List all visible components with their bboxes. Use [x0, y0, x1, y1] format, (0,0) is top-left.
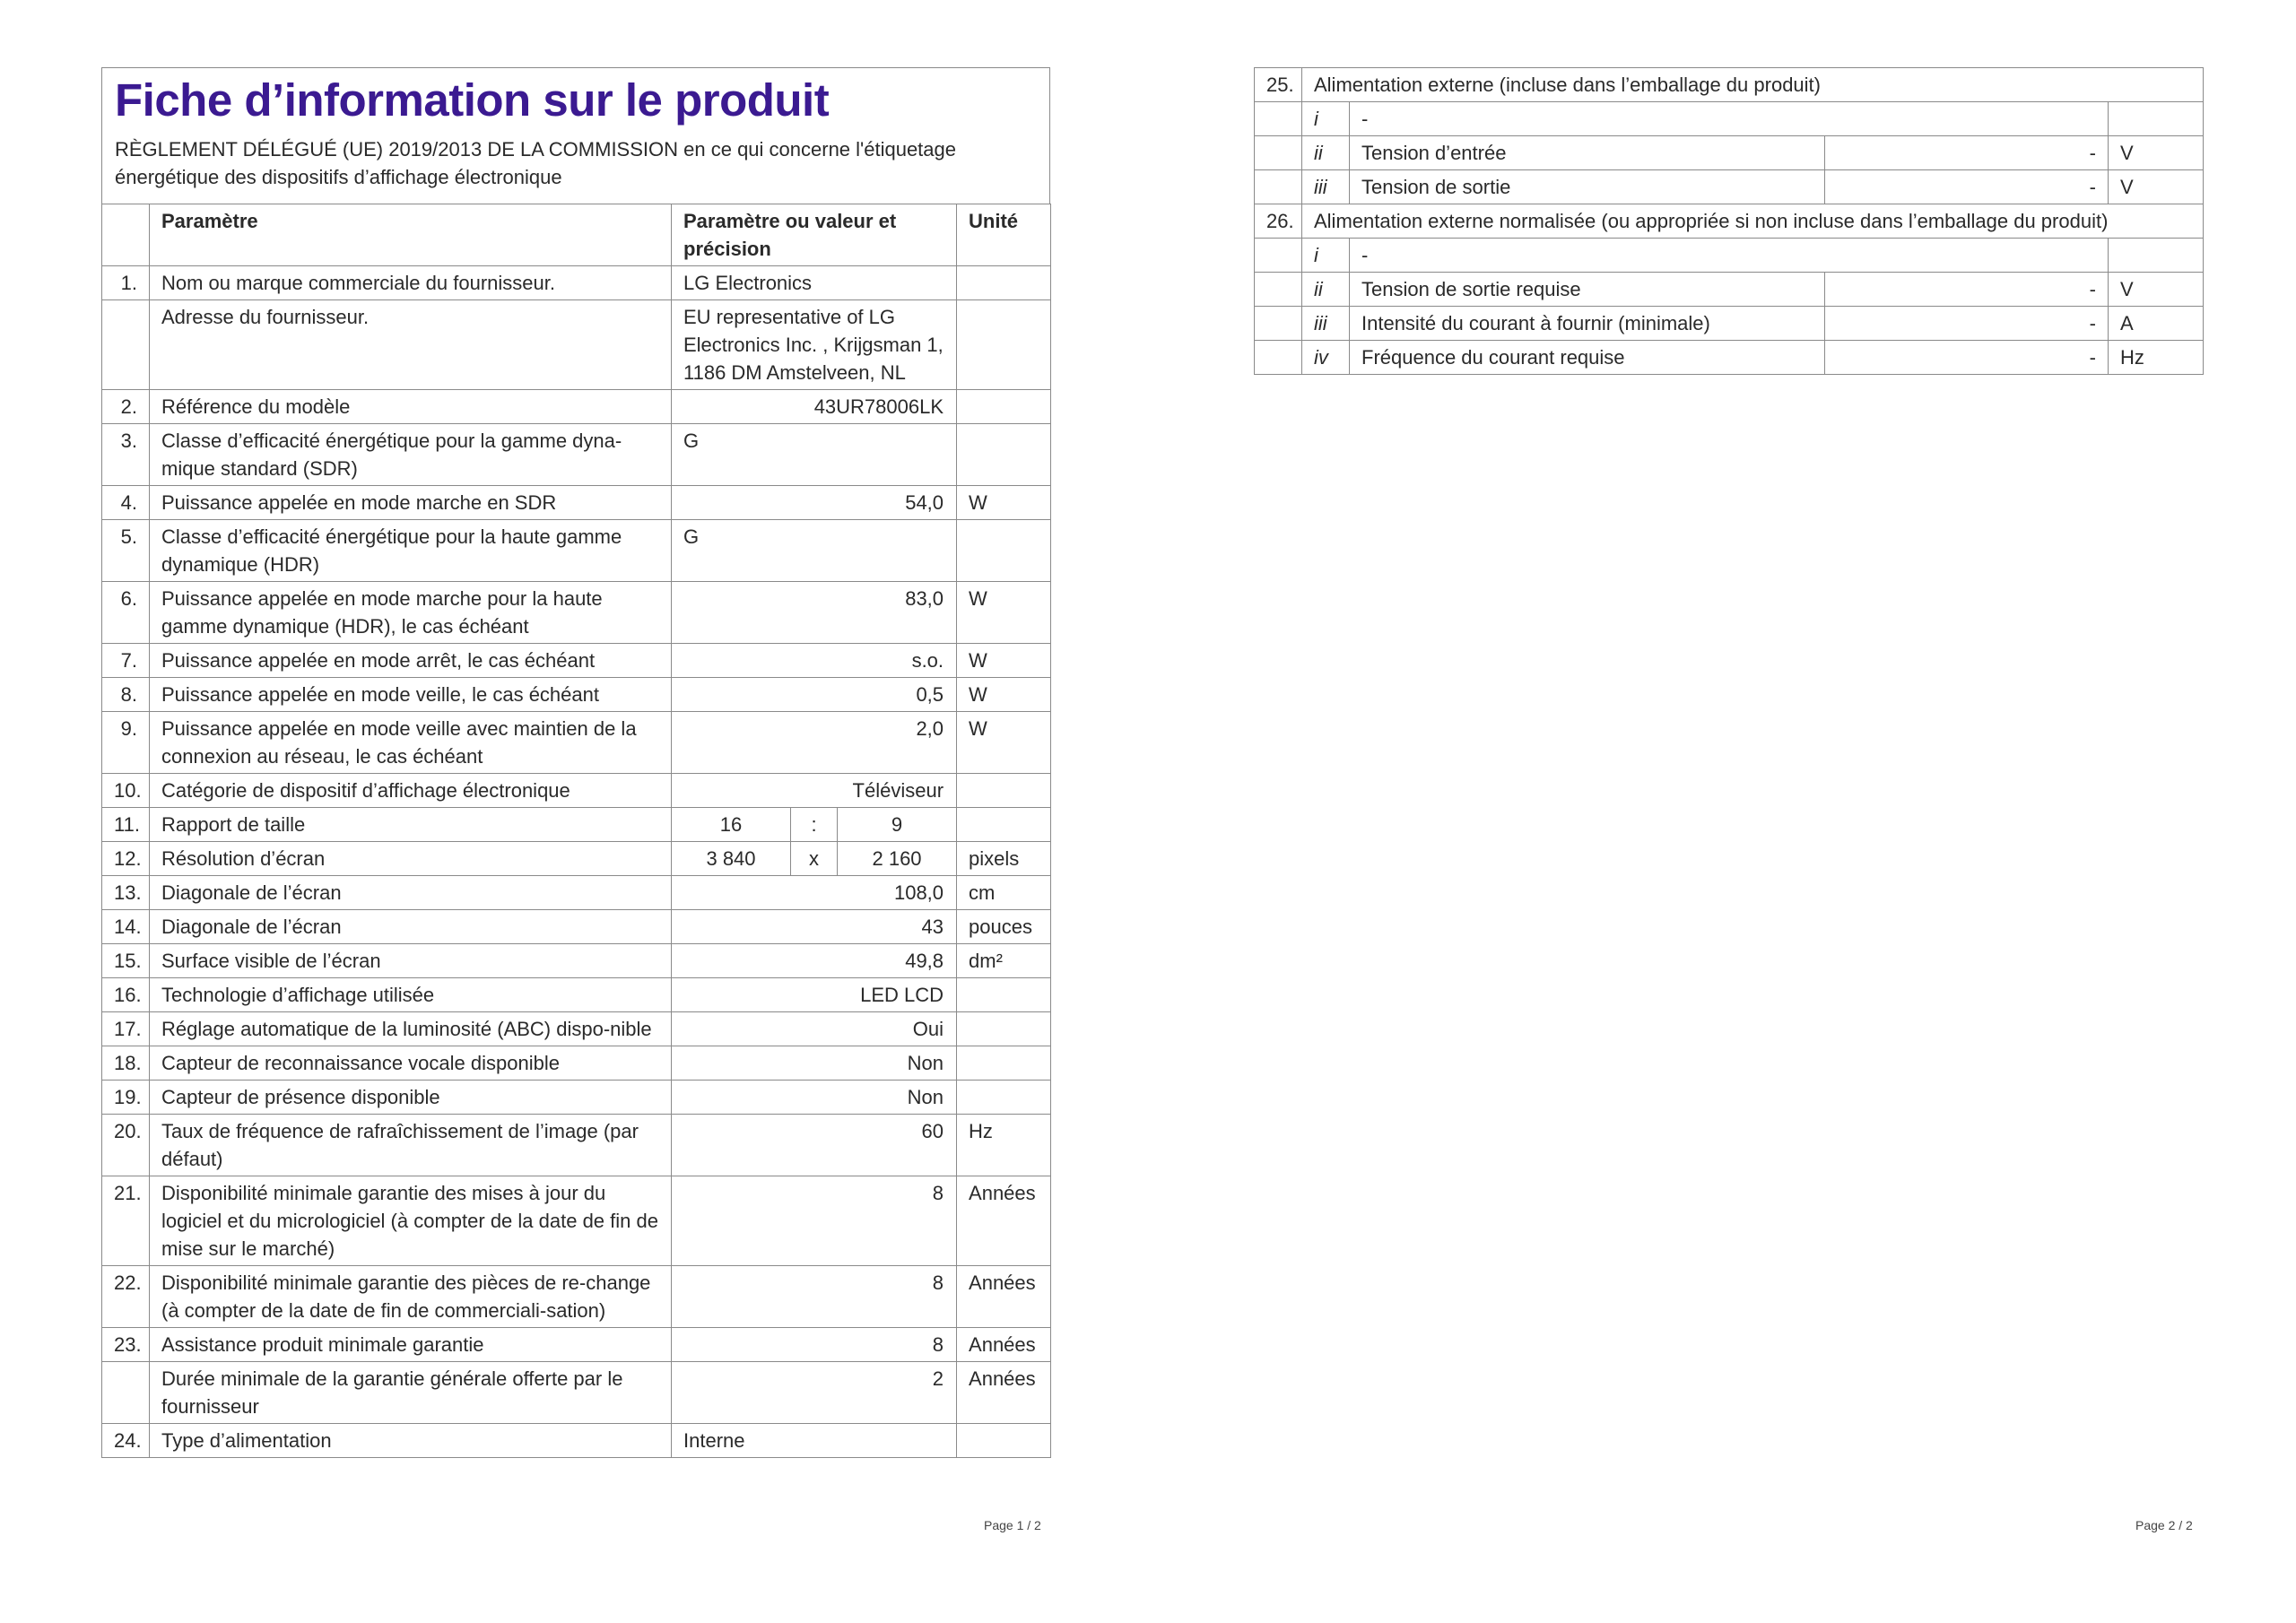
row-unit: [957, 300, 1051, 390]
row-value: 8: [672, 1176, 957, 1266]
row-blank: [1255, 102, 1302, 136]
row-parameter: Tension de sortie: [1350, 170, 1825, 204]
row-parameter: Classe d’efficacité énergétique pour la gamme dyna-mique standard (SDR): [150, 424, 672, 486]
row-blank: [1255, 273, 1302, 307]
row-value: 43: [672, 910, 957, 944]
row-number: 18.: [102, 1046, 150, 1081]
table-row: [102, 808, 1051, 842]
table-row: [102, 424, 1051, 486]
row-parameter: Adresse du fournisseur.: [150, 300, 672, 390]
row-value: s.o.: [672, 644, 957, 678]
row-value: 8: [672, 1328, 957, 1362]
header-param: Paramètre: [150, 204, 672, 266]
row-unit: [957, 1046, 1051, 1081]
table-row: [102, 390, 1051, 424]
row-subindex: i: [1302, 239, 1350, 273]
row-number: [102, 300, 150, 390]
row-unit: Hz: [2109, 341, 2204, 375]
row-value: -: [1825, 341, 2109, 375]
row-value: -: [1825, 307, 2109, 341]
row-parameter: Réglage automatique de la luminosité (ABC) dispo-nible: [150, 1012, 672, 1046]
table-row: [102, 1115, 1051, 1176]
row-unit: [957, 424, 1051, 486]
table-row: [102, 712, 1051, 774]
row-unit: [957, 520, 1051, 582]
row-unit: [957, 390, 1051, 424]
table-row: [102, 1328, 1051, 1362]
row-parameter: Diagonale de l’écran: [150, 910, 672, 944]
section-number: 25.: [1255, 68, 1302, 102]
row-number: 11.: [102, 808, 150, 842]
row-number: 12.: [102, 842, 150, 876]
table-row: [102, 876, 1051, 910]
table-row: [102, 1424, 1051, 1458]
row-number: 13.: [102, 876, 150, 910]
row-unit: V: [2109, 136, 2204, 170]
table-row: [1255, 102, 2204, 136]
table-row: [102, 1081, 1051, 1115]
document-header: [101, 67, 1050, 204]
section-title: Alimentation externe (incluse dans l’emballage du produit): [1302, 68, 2204, 102]
row-value: 2,0: [672, 712, 957, 774]
row-value-b: 9: [838, 808, 957, 842]
table-header-row: [102, 204, 1051, 266]
row-parameter: Disponibilité minimale garantie des mises à jour du logiciel et du micrologiciel (à compter de la date de fin de mise sur le marché): [150, 1176, 672, 1266]
row-blank: [1255, 239, 1302, 273]
table-row: [102, 1046, 1051, 1081]
row-unit: V: [2109, 170, 2204, 204]
power-supply-table: [1254, 67, 2204, 375]
row-parameter: Puissance appelée en mode marche en SDR: [150, 486, 672, 520]
row-parameter: -: [1350, 239, 2109, 273]
table-row: [1255, 273, 2204, 307]
row-parameter: Capteur de présence disponible: [150, 1081, 672, 1115]
row-value: -: [1825, 170, 2109, 204]
row-value: 108,0: [672, 876, 957, 910]
table-row: [102, 486, 1051, 520]
row-parameter: Tension de sortie requise: [1350, 273, 1825, 307]
row-value: 0,5: [672, 678, 957, 712]
row-number: 24.: [102, 1424, 150, 1458]
row-value: Oui: [672, 1012, 957, 1046]
row-number: 14.: [102, 910, 150, 944]
row-number: 15.: [102, 944, 150, 978]
table-row: [102, 944, 1051, 978]
table-row: [1255, 136, 2204, 170]
table-row: [102, 582, 1051, 644]
row-number: 20.: [102, 1115, 150, 1176]
table-row: [102, 520, 1051, 582]
row-parameter: Fréquence du courant requise: [1350, 341, 1825, 375]
table-row: [102, 300, 1051, 390]
row-value: G: [672, 520, 957, 582]
row-unit: [957, 1012, 1051, 1046]
row-number: 2.: [102, 390, 150, 424]
row-blank: [1255, 307, 1302, 341]
row-value: LG Electronics: [672, 266, 957, 300]
row-number: 21.: [102, 1176, 150, 1266]
row-value: 8: [672, 1266, 957, 1328]
row-number: 10.: [102, 774, 150, 808]
row-unit: V: [2109, 273, 2204, 307]
table-row: [102, 1266, 1051, 1328]
row-value-separator: :: [791, 808, 838, 842]
row-parameter: Disponibilité minimale garantie des pièces de re-change (à compter de la date de fin de commerciali-sation): [150, 1266, 672, 1328]
table-row: [102, 910, 1051, 944]
page-number: Page 1 / 2: [984, 1518, 1041, 1532]
row-unit: [2109, 102, 2204, 136]
row-parameter: Taux de fréquence de rafraîchissement de l’image (par défaut): [150, 1115, 672, 1176]
row-unit: [957, 978, 1051, 1012]
row-parameter: Diagonale de l’écran: [150, 876, 672, 910]
row-value-separator: x: [791, 842, 838, 876]
row-value-b: 2 160: [838, 842, 957, 876]
row-parameter: Durée minimale de la garantie générale offerte par le fournisseur: [150, 1362, 672, 1424]
row-unit: dm²: [957, 944, 1051, 978]
row-number: 6.: [102, 582, 150, 644]
header-value: Paramètre ou valeur et précision: [672, 204, 957, 266]
row-parameter: Résolution d’écran: [150, 842, 672, 876]
row-number: 22.: [102, 1266, 150, 1328]
row-subindex: ii: [1302, 136, 1350, 170]
row-number: 9.: [102, 712, 150, 774]
row-unit: cm: [957, 876, 1051, 910]
row-value: LED LCD: [672, 978, 957, 1012]
row-unit: W: [957, 582, 1051, 644]
row-unit: W: [957, 644, 1051, 678]
row-number: 23.: [102, 1328, 150, 1362]
row-unit: [2109, 239, 2204, 273]
page-1: [101, 67, 1050, 1532]
row-number: 1.: [102, 266, 150, 300]
table-row: [102, 678, 1051, 712]
row-unit: A: [2109, 307, 2204, 341]
section-row: [1255, 68, 2204, 102]
document-title: Fiche d’information sur le produit: [115, 74, 830, 126]
row-parameter: Puissance appelée en mode marche pour la haute gamme dynamique (HDR), le cas échéant: [150, 582, 672, 644]
row-value: EU representative of LG Electronics Inc. , Krijgsman 1, 1186 DM Amstelveen, NL: [672, 300, 957, 390]
table-row: [1255, 341, 2204, 375]
row-number: 8.: [102, 678, 150, 712]
row-unit: W: [957, 712, 1051, 774]
table-row: [102, 644, 1051, 678]
row-value: 60: [672, 1115, 957, 1176]
row-parameter: Référence du modèle: [150, 390, 672, 424]
table-row: [102, 842, 1051, 876]
row-value: -: [1825, 273, 2109, 307]
row-blank: [1255, 136, 1302, 170]
row-parameter: Puissance appelée en mode veille, le cas échéant: [150, 678, 672, 712]
row-number: 19.: [102, 1081, 150, 1115]
row-parameter: Technologie d’affichage utilisée: [150, 978, 672, 1012]
row-unit: Hz: [957, 1115, 1051, 1176]
row-value: 2: [672, 1362, 957, 1424]
row-parameter: Rapport de taille: [150, 808, 672, 842]
row-value: G: [672, 424, 957, 486]
row-subindex: i: [1302, 102, 1350, 136]
row-unit: [957, 266, 1051, 300]
row-parameter: Puissance appelée en mode arrêt, le cas échéant: [150, 644, 672, 678]
row-number: 5.: [102, 520, 150, 582]
row-parameter: Intensité du courant à fournir (minimale): [1350, 307, 1825, 341]
row-value: 83,0: [672, 582, 957, 644]
row-number: [102, 1362, 150, 1424]
row-unit: W: [957, 678, 1051, 712]
row-parameter: Type d’alimentation: [150, 1424, 672, 1458]
product-info-table: [101, 204, 1051, 1458]
row-value: 49,8: [672, 944, 957, 978]
table-row: [102, 266, 1051, 300]
row-parameter: Capteur de reconnaissance vocale disponible: [150, 1046, 672, 1081]
table-row: [1255, 239, 2204, 273]
row-blank: [1255, 341, 1302, 375]
row-parameter: Surface visible de l’écran: [150, 944, 672, 978]
table-row: [102, 1012, 1051, 1046]
row-unit: [957, 1081, 1051, 1115]
section-row: [1255, 204, 2204, 239]
row-parameter: Catégorie de dispositif d’affichage électronique: [150, 774, 672, 808]
row-unit: [957, 808, 1051, 842]
row-subindex: ii: [1302, 273, 1350, 307]
section-title: Alimentation externe normalisée (ou appropriée si non incluse dans l’emballage du produit): [1302, 204, 2204, 239]
row-value: Interne: [672, 1424, 957, 1458]
page-number: Page 2 / 2: [2135, 1518, 2193, 1532]
table-row: [102, 774, 1051, 808]
row-subindex: iv: [1302, 341, 1350, 375]
row-parameter: Puissance appelée en mode veille avec maintien de la connexion au réseau, le cas échéant: [150, 712, 672, 774]
row-unit: pouces: [957, 910, 1051, 944]
row-parameter: Nom ou marque commerciale du fournisseur.: [150, 266, 672, 300]
row-value: -: [1825, 136, 2109, 170]
row-number: 17.: [102, 1012, 150, 1046]
row-unit: Années: [957, 1176, 1051, 1266]
table-row: [1255, 170, 2204, 204]
row-unit: Années: [957, 1266, 1051, 1328]
row-parameter: -: [1350, 102, 2109, 136]
row-value: 54,0: [672, 486, 957, 520]
row-number: 3.: [102, 424, 150, 486]
row-value: Non: [672, 1046, 957, 1081]
row-blank: [1255, 170, 1302, 204]
row-value: Non: [672, 1081, 957, 1115]
row-subindex: iii: [1302, 307, 1350, 341]
row-value: Téléviseur: [672, 774, 957, 808]
row-parameter: Classe d’efficacité énergétique pour la haute gamme dynamique (HDR): [150, 520, 672, 582]
row-number: 16.: [102, 978, 150, 1012]
row-number: 7.: [102, 644, 150, 678]
row-unit: Années: [957, 1328, 1051, 1362]
row-value-a: 16: [672, 808, 791, 842]
header-unit: Unité: [957, 204, 1051, 266]
document-subtitle: RÈGLEMENT DÉLÉGUÉ (UE) 2019/2013 DE LA COMMISSION en ce qui concerne l'étiquetage énergétique des dispositifs d’affichage électronique: [115, 138, 956, 188]
row-number: 4.: [102, 486, 150, 520]
table-row: [102, 1176, 1051, 1266]
row-subindex: iii: [1302, 170, 1350, 204]
section-number: 26.: [1255, 204, 1302, 239]
page-2: [1254, 67, 2203, 1532]
table-row: [102, 978, 1051, 1012]
row-parameter: Assistance produit minimale garantie: [150, 1328, 672, 1362]
table-row: [102, 1362, 1051, 1424]
header-num: [102, 204, 150, 266]
row-unit: Années: [957, 1362, 1051, 1424]
row-unit: W: [957, 486, 1051, 520]
row-unit: [957, 1424, 1051, 1458]
table-row: [1255, 307, 2204, 341]
row-value: 43UR78006LK: [672, 390, 957, 424]
row-parameter: Tension d’entrée: [1350, 136, 1825, 170]
row-unit: [957, 774, 1051, 808]
row-value-a: 3 840: [672, 842, 791, 876]
row-unit: pixels: [957, 842, 1051, 876]
